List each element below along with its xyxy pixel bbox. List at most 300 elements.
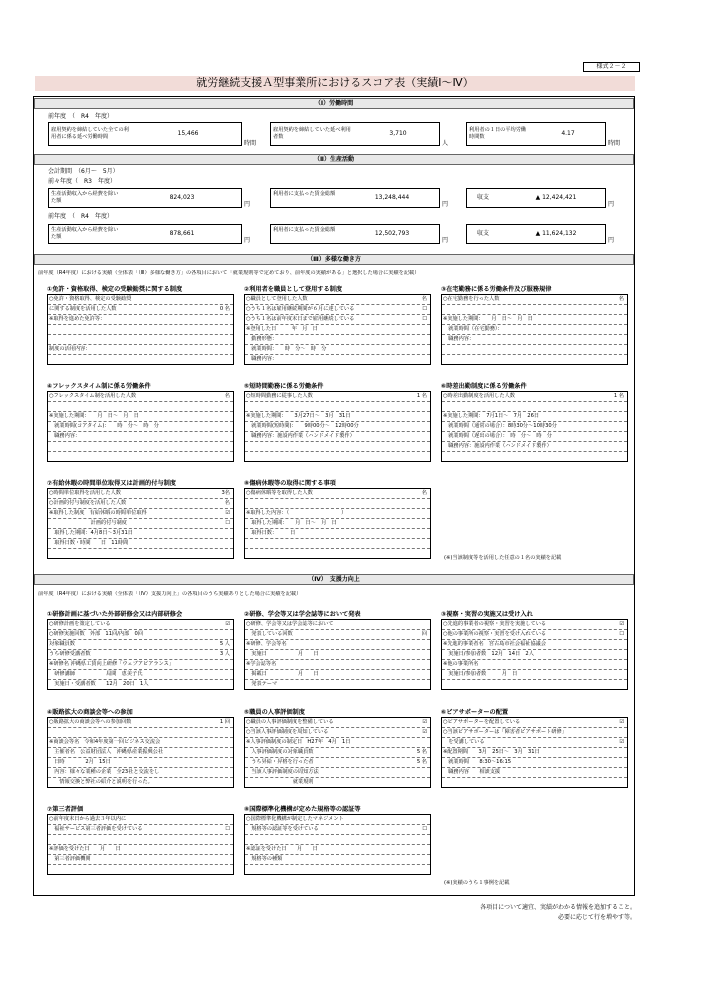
item-line xyxy=(442,640,627,650)
item-line xyxy=(48,738,233,748)
item-line xyxy=(442,412,627,422)
item-line-text: 勤務形態： xyxy=(246,336,278,342)
item-line xyxy=(442,402,627,412)
item-line xyxy=(245,835,430,845)
item-line-text: 職務内容： xyxy=(49,433,81,439)
item-body xyxy=(47,814,234,875)
item-line xyxy=(245,325,430,335)
item-line-text: 発表している回数 xyxy=(246,631,293,637)
user-count-unit: 人 xyxy=(442,140,449,147)
item-heading: ②研修、学会等又は学会誌等において発表 xyxy=(244,611,361,618)
item-line xyxy=(48,748,233,758)
item-line xyxy=(245,660,430,670)
item-line xyxy=(48,778,233,787)
item-heading: ⑦第三者評価 xyxy=(47,806,84,813)
wage-unit-2: 円 xyxy=(442,237,449,244)
revenue-label-2: 生産活動収入から経費を除いた額 xyxy=(51,227,119,240)
item-line xyxy=(245,519,430,529)
item-line xyxy=(442,748,627,758)
item-line xyxy=(442,295,627,305)
item-line-text: ○時差出勤制度を活用した人数 xyxy=(443,393,515,399)
sec3-item-5 xyxy=(244,382,431,462)
item-line xyxy=(245,650,430,660)
item-line xyxy=(442,758,627,768)
item-line-text: ○職員として登用した人数 xyxy=(246,296,308,302)
section4-note: (※)実績のうち１事例を記載 xyxy=(444,880,510,886)
item-line xyxy=(48,335,233,345)
avg-hours-box xyxy=(466,122,606,146)
item-line-text: ○国際標準化機構が制定したマネジメント xyxy=(246,816,344,822)
checkbox-icon[interactable]: ☑ xyxy=(422,719,427,725)
item-line xyxy=(442,452,627,461)
item-line xyxy=(442,670,627,680)
item-line-text: に関する制度を活用した人数 xyxy=(49,306,117,312)
sec4-item-4 xyxy=(47,708,234,788)
item-line-text: 規格等の種類 xyxy=(246,856,283,862)
item-line xyxy=(442,315,627,325)
item-line xyxy=(48,295,233,305)
item-line xyxy=(442,305,627,315)
sec4-item-3 xyxy=(441,610,628,690)
item-line-text: ※評価を受けた日 月 日 xyxy=(49,846,121,852)
item-line-text: 職務内容：施設内作業（ハンドメイド製作） xyxy=(246,433,355,439)
item-line-value: 1 回 xyxy=(219,719,230,725)
item-body xyxy=(244,717,431,788)
item-heading: ⑧傷病休暇等の取得に関する事項 xyxy=(244,480,336,487)
item-line xyxy=(245,620,430,630)
item-line xyxy=(245,738,430,748)
sec4-item-1 xyxy=(47,610,234,690)
item-body xyxy=(441,294,628,365)
item-line-text: 計画的付与制度 xyxy=(49,520,127,526)
item-line-text: 就業時間（遅出の場合）： 時 分～ 時 分 xyxy=(443,433,552,439)
item-line xyxy=(48,815,233,825)
item-line xyxy=(245,825,430,835)
item-line-text: ○他の事業所の視察・実習を受け入れている xyxy=(443,631,547,637)
user-count-value: 3,710 xyxy=(389,130,407,137)
wage-unit-1: 円 xyxy=(442,201,449,208)
item-heading: ⑧国際標準化機構が定めた規格等の認証等 xyxy=(244,806,361,813)
item-line-text: ※実施した期間： 3月27日～ 3月 31日 xyxy=(246,413,351,419)
item-line xyxy=(245,335,430,345)
item-line xyxy=(48,768,233,778)
item-line-text: を受講している xyxy=(443,739,485,745)
item-line xyxy=(48,499,233,509)
item-line xyxy=(442,325,627,335)
item-line-text: ○販路拡大の商談会等への参加回数 xyxy=(49,719,132,725)
item-line-text: 職務内容 相談支援 xyxy=(443,769,501,775)
checkbox-icon[interactable]: ☐ xyxy=(225,826,230,832)
item-line-text: 福祉サービス第三者評価を受けている xyxy=(49,826,143,832)
item-line-text: 実施日 月 日 xyxy=(246,651,319,657)
item-line-value: 回 xyxy=(421,631,427,637)
item-heading: ⑦有給休暇の時間単位取得又は計画的付与制度 xyxy=(47,480,176,487)
item-line xyxy=(442,355,627,364)
item-line-text: ※研修、学会等名 xyxy=(246,641,287,647)
item-line-value: 名 xyxy=(618,296,624,302)
checkbox-icon[interactable]: ☑ xyxy=(619,719,624,725)
item-body xyxy=(47,717,234,788)
item-line xyxy=(48,670,233,680)
item-heading: ④販路拡大の商談会等への参加 xyxy=(47,709,133,716)
sec4-item-7 xyxy=(47,805,234,875)
section3-note: (※)当該制度等を活用した任意の１名の実績を記載 xyxy=(444,555,562,561)
item-line xyxy=(48,718,233,728)
item-line-text: 就業時間(コアタイム)： 時 分～ 時 分 xyxy=(49,423,159,429)
avg-hours-label: 利用者の１日の平均労働時間数 xyxy=(469,127,527,140)
item-line xyxy=(442,630,627,640)
revenue-label-1: 生産活動収入から経費を除いた額 xyxy=(51,191,119,204)
balance-box-1 xyxy=(466,188,606,208)
balance-label-2: 収支 xyxy=(477,230,490,237)
item-line xyxy=(442,442,627,452)
item-line xyxy=(48,549,233,558)
item-line-text: 職務内容： xyxy=(443,336,475,342)
checkbox-icon[interactable]: ☑ xyxy=(225,510,230,516)
item-line xyxy=(442,728,627,738)
section3-intro: 前年度（R4年度）における実績（全体表「（Ⅲ）多様な働き方」の各項目において「就業規則等で定めており、前年度の実績がある」と選択した場合に実績を記載） xyxy=(38,270,420,276)
item-line-text: 就業時間(短時間)： 9時00分～ 12時00分 xyxy=(246,423,359,429)
item-line-text: ※配置期間 3月 25日～ 3月 31日 xyxy=(443,749,540,755)
item-line-text: 掲載日 月 日 xyxy=(246,671,319,677)
item-line-value: 名 xyxy=(224,393,230,399)
item-line-text: 就業規則 xyxy=(246,779,314,785)
item-line xyxy=(48,392,233,402)
item-line-text: 研修講師 局間 恵美子氏 xyxy=(49,671,143,677)
item-line-text: 情報交換と弊社の紹介と説明を行った。 xyxy=(49,779,153,785)
item-line-text: ※登用した日 年 月 日 xyxy=(246,326,318,332)
checkbox-icon[interactable]: ☐ xyxy=(619,631,624,637)
sec3-item-6 xyxy=(441,382,628,462)
item-body xyxy=(47,488,234,559)
balance-box-2 xyxy=(466,224,606,244)
item-line-text: 就業時間（在宅勤務）： xyxy=(443,326,503,332)
checkbox-icon[interactable]: ☑ xyxy=(422,729,427,735)
item-line xyxy=(245,778,430,787)
item-line xyxy=(245,509,430,519)
item-line-text: ※他の事業所名 xyxy=(443,661,479,667)
section2-header: （Ⅱ）生産活動 xyxy=(34,154,634,165)
item-line xyxy=(442,660,627,670)
item-line xyxy=(48,539,233,549)
item-line-text: ○免許・資格取得、検定の受験勧奨 xyxy=(49,296,132,302)
item-line xyxy=(245,499,430,509)
revenue-unit-2: 円 xyxy=(244,237,251,244)
item-line xyxy=(245,539,430,549)
sec3-item-4 xyxy=(47,382,234,462)
year-prev1: 前年度 （ R4 年度） xyxy=(48,213,113,220)
item-line-text: 取得日数・時間 日 11時間 xyxy=(49,540,129,546)
item-line xyxy=(442,768,627,778)
item-line-value: 1 名 xyxy=(613,393,624,399)
item-body xyxy=(47,294,234,365)
item-line xyxy=(48,835,233,845)
item-line xyxy=(442,650,627,660)
section4-header: （Ⅳ） 支援力向上 xyxy=(34,574,634,585)
checkbox-icon[interactable]: ☑ xyxy=(225,621,230,627)
balance-value-2: ▲ 11,624,132 xyxy=(535,230,577,237)
item-line xyxy=(48,865,233,874)
item-line-text: ※取得を進めた免許等： xyxy=(49,316,106,322)
item-line xyxy=(245,432,430,442)
item-line xyxy=(245,855,430,865)
item-line xyxy=(245,305,430,315)
item-line-text: ※商談会等名 令和4年度第一回ビジネス交流会 xyxy=(49,739,161,745)
item-line xyxy=(48,855,233,865)
sec4-item-5 xyxy=(244,708,431,788)
labor-hours-box xyxy=(48,122,242,146)
item-line-text: 発表テーマ xyxy=(246,681,278,687)
item-line-text: ○職員の人事評価制度を整備している xyxy=(246,719,334,725)
item-line-value: 名 xyxy=(421,296,427,302)
item-line xyxy=(442,738,627,748)
revenue-unit-1: 円 xyxy=(244,201,251,208)
item-body xyxy=(47,391,234,462)
revenue-value-1: 824,023 xyxy=(169,194,195,201)
item-line-text: ※実施した期間： 7月1日～ 7月 26日 xyxy=(443,413,540,419)
item-line-text: 当該人事評価制度の周知方法 xyxy=(246,769,319,775)
item-line-value: 3名 xyxy=(221,490,230,496)
item-line xyxy=(245,529,430,539)
item-line xyxy=(245,315,430,325)
page-title: 就労継続支援Ａ型事業所におけるスコア表（実績Ⅰ～Ⅳ） xyxy=(35,76,635,91)
item-heading: ③在宅勤務に係る労働条件及び服務規律 xyxy=(441,286,552,293)
item-line xyxy=(245,670,430,680)
item-line-text: 就業時間： 時 分～ 時 分 xyxy=(246,346,327,352)
item-line-text: 規格等の認証等を受けている xyxy=(246,826,319,832)
sec3-item-1 xyxy=(47,285,234,365)
sec3-item-3 xyxy=(441,285,628,365)
item-line-text: ○当該ピアサポーターは「障害者ピアサポート研修」 xyxy=(443,729,567,735)
item-line-text: 実施日・受講者数 12月 20日 1人 xyxy=(49,681,149,687)
item-heading: ①免許・資格取得、検定の受験勧奨に関する制度 xyxy=(47,286,183,293)
item-line xyxy=(48,529,233,539)
item-line-value: 0 名 xyxy=(219,306,230,312)
section4-intro: 前年度（R4年度）における実績（全体表「（Ⅳ）支援力向上」の各項目のうち実績ありとした場合に実績を記載） xyxy=(38,591,302,597)
checkbox-icon[interactable]: ☑ xyxy=(619,739,624,745)
item-heading: ⑥ピアサポーターの配置 xyxy=(441,709,509,716)
item-line xyxy=(442,422,627,432)
checkbox-icon[interactable]: ☐ xyxy=(422,316,427,322)
item-line xyxy=(48,825,233,835)
item-line xyxy=(48,680,233,689)
item-line-text: 制度の活用内容： xyxy=(49,346,91,352)
item-line-text: 取得日数： 日 xyxy=(246,530,296,536)
sec4-item-8 xyxy=(244,805,431,875)
item-line-text: 実施日/参加者数 月 日 xyxy=(443,671,518,677)
item-line xyxy=(48,728,233,738)
item-line xyxy=(245,728,430,738)
item-line xyxy=(245,442,430,452)
item-line xyxy=(48,489,233,499)
item-line xyxy=(442,680,627,689)
item-line-value: 名 xyxy=(224,500,230,506)
item-line-text: ○在宅勤務を行った人数 xyxy=(443,296,500,302)
item-line xyxy=(442,392,627,402)
item-heading: ②利用者を職員として登用する制度 xyxy=(244,286,343,293)
item-body xyxy=(441,391,628,462)
item-line-text: 就業時間 8:30～16:15 xyxy=(443,759,512,765)
item-line xyxy=(48,402,233,412)
item-line-value: 5 人 xyxy=(219,641,230,647)
item-line xyxy=(48,345,233,355)
item-line-text: ※人事評価制度の制定日 H27年 4月 1日 xyxy=(246,739,351,745)
item-line xyxy=(48,519,233,529)
item-body xyxy=(244,619,431,690)
section1-year: 前年度 （ R4 年度） xyxy=(48,113,113,120)
checkbox-icon[interactable]: ☐ xyxy=(422,306,427,312)
item-body xyxy=(441,619,628,690)
wage-label-1: 利用者に支払った賃金総額 xyxy=(273,191,336,197)
item-line-text: ○研修実施回数 外部 11回/内部 0回 xyxy=(49,631,143,637)
item-line xyxy=(245,422,430,432)
checkbox-icon[interactable]: ☐ xyxy=(422,826,427,832)
balance-label-1: 収支 xyxy=(477,194,490,201)
item-line xyxy=(245,355,430,364)
item-line xyxy=(245,549,430,558)
item-line-text: ○研修、学会等又は学会誌等において xyxy=(246,621,334,627)
item-line xyxy=(48,355,233,364)
labor-hours-label: 雇用契約を締結していた全ての利用者に係る延べ労働時間 xyxy=(51,127,129,140)
item-line-text: 職務内容： xyxy=(246,356,278,362)
labor-hours-unit: 時間 xyxy=(244,140,257,147)
item-line xyxy=(245,402,430,412)
item-line-value: 5 名 xyxy=(416,759,427,765)
checkbox-icon[interactable]: ☐ xyxy=(225,520,230,526)
item-line-text: 主催者名 公益財団法人 沖縄県産業振興公社 xyxy=(49,749,164,755)
balance-unit-2: 円 xyxy=(608,237,615,244)
user-count-box xyxy=(270,122,440,146)
item-line-text: ○うち１名は前年度末日まで雇用継続している xyxy=(246,316,355,322)
revenue-box-1 xyxy=(48,188,242,208)
revenue-value-2: 878,661 xyxy=(169,230,195,237)
item-line xyxy=(245,345,430,355)
item-line-value: 1 名 xyxy=(416,393,427,399)
item-line xyxy=(245,865,430,874)
sec3-item-2 xyxy=(244,285,431,365)
sec3-item-7 xyxy=(47,479,234,559)
wage-value-1: 13,248,444 xyxy=(374,194,410,201)
item-line xyxy=(245,452,430,461)
item-line xyxy=(48,620,233,630)
item-line xyxy=(245,768,430,778)
item-line-text: ○短時間勤務に従事した人数 xyxy=(246,393,313,399)
item-line-text: 人事評価制度の対象職員数 xyxy=(246,749,314,755)
item-line xyxy=(245,815,430,825)
item-line xyxy=(48,422,233,432)
item-heading: ④フレックスタイム制に係る労働条件 xyxy=(47,383,151,390)
item-line xyxy=(48,315,233,325)
item-heading: ⑤職員の人事評価制度 xyxy=(244,709,305,716)
item-line xyxy=(48,305,233,315)
item-line xyxy=(245,630,430,640)
section1-header: （Ⅰ）労働時間 xyxy=(34,98,634,109)
form-number: 様式２－２ xyxy=(583,62,640,72)
item-line-text: ○先進的事業者の視察・実習を実施している xyxy=(443,621,547,627)
balance-unit-1: 円 xyxy=(608,201,615,208)
item-line-text: 取得した期間： 月 日～ 月 日 xyxy=(246,520,337,526)
item-line-text: ※実施した期間： 月 日～ 月 日 xyxy=(443,316,533,322)
wage-box-2 xyxy=(270,224,440,244)
item-line-text: ○傷病休暇等を取得した人数 xyxy=(246,490,313,496)
item-line-text: 内容：様々な業種の企業 全23社と交流をし xyxy=(49,769,160,775)
item-line xyxy=(442,335,627,345)
item-heading: ⑤短時間勤務に係る労働条件 xyxy=(244,383,324,390)
item-line xyxy=(245,758,430,768)
item-heading: ③視察・実習の実施又は受け入れ xyxy=(441,611,533,618)
item-line-text: ※研修名 沖縄県工賃向上研修「ウェブアピアランス」 xyxy=(49,661,174,667)
balance-value-1: ▲ 12,424,421 xyxy=(535,194,577,201)
avg-hours-value: 4.17 xyxy=(561,130,575,137)
user-count-label: 雇用契約を締結していた延べ利用者数 xyxy=(273,127,351,140)
sec4-item-6 xyxy=(441,708,628,788)
item-line xyxy=(245,295,430,305)
item-line-text: 取得した期間：4月8日～3月31日 xyxy=(49,530,133,536)
item-body xyxy=(244,294,431,365)
item-line xyxy=(245,640,430,650)
item-heading: ⑥時差出勤制度に係る労働条件 xyxy=(441,383,527,390)
item-line-text: ○前年度末日から過去３年以内に xyxy=(49,816,127,822)
item-line xyxy=(442,432,627,442)
item-line xyxy=(48,660,233,670)
item-line xyxy=(48,630,233,640)
item-line xyxy=(48,452,233,461)
revenue-box-2 xyxy=(48,224,242,244)
wage-box-1 xyxy=(270,188,440,208)
item-body xyxy=(244,488,431,559)
item-line xyxy=(442,718,627,728)
accounting-period: 会計期間 （6月～ 5月） xyxy=(48,168,119,175)
item-line xyxy=(48,325,233,335)
item-heading: ①研修計画に基づいた外部研修会又は内部研修会 xyxy=(47,611,183,618)
item-line xyxy=(442,620,627,630)
item-line-text: ※取得した内容：（ ） xyxy=(246,510,347,516)
item-line-text: 実施日/参加者数 12月 14日 2人 xyxy=(443,651,534,657)
item-line-text: 第三者評価機関 xyxy=(49,856,91,862)
item-body xyxy=(441,717,628,788)
checkbox-icon[interactable]: ☑ xyxy=(619,621,624,627)
item-line-text: 就業時間（通常の場合）：8時30分～10時30分 xyxy=(443,423,557,429)
item-line xyxy=(48,640,233,650)
item-line-text: うち昇給・昇格を行った者 xyxy=(246,759,314,765)
item-line xyxy=(245,489,430,499)
wage-label-2: 利用者に支払った賃金総額 xyxy=(273,227,336,233)
item-line-value: 名 xyxy=(421,490,427,496)
item-line-value: 3 人 xyxy=(219,651,230,657)
item-line xyxy=(48,650,233,660)
avg-hours-unit: 時間 xyxy=(608,140,621,147)
item-line-text: ○研修計画を策定している xyxy=(49,621,111,627)
item-line xyxy=(442,345,627,355)
item-line xyxy=(245,412,430,422)
item-line-text: ○計画的付与制度を活用した人数 xyxy=(49,500,127,506)
labor-hours-value: 15,466 xyxy=(177,130,199,137)
sec4-item-2 xyxy=(244,610,431,690)
item-line-text: ※認証を受けた日 月 日 xyxy=(246,846,318,852)
item-line xyxy=(442,778,627,787)
item-line-text: 職務内容：施設内作業（ハンドメイド製作） xyxy=(443,443,552,449)
wage-value-2: 12,502,793 xyxy=(374,230,410,237)
item-line-text: ○うち１名は雇用継続期間が６月に達している xyxy=(246,306,355,312)
item-line-text: うち研修受講者数 xyxy=(49,651,91,657)
item-line xyxy=(245,680,430,689)
footer-line2: 必要に応じて行を増やす等。 xyxy=(557,914,636,921)
item-line xyxy=(245,718,430,728)
item-line xyxy=(48,412,233,422)
item-line-text: ※取得した制度 有給休暇の時間単位取得 xyxy=(49,510,147,516)
item-body xyxy=(47,619,234,690)
item-line-text: ○ピアサポーターを配置している xyxy=(443,719,521,725)
